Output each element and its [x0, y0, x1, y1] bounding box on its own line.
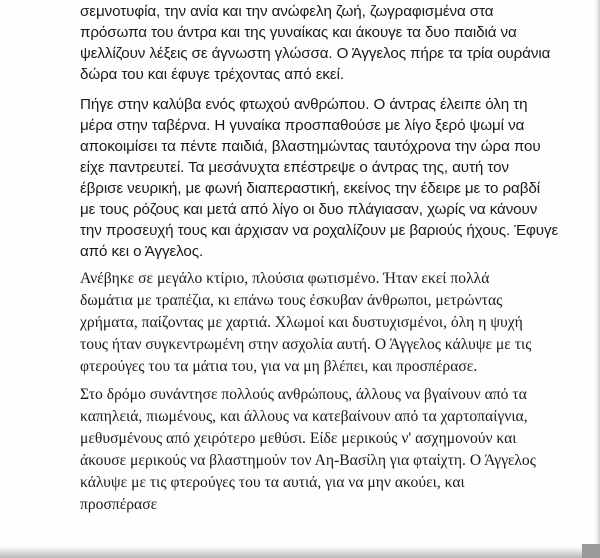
text-line: καπηλειά, πιωμένους, και άλλους να κατεβαίνουν από τα χαρτοπαίγνια, — [80, 408, 528, 425]
text-line: από κει ο Άγγελος. — [80, 243, 204, 260]
scan-edge-bottom — [0, 546, 600, 558]
text-line: πρόσωπα του άντρα και της γυναίκας και άκουγε τα δυο παιδιά να — [80, 24, 517, 41]
text-line: φτερούγες του τα μάτια του, για να μη βλέπει, και προσπέρασε. — [80, 358, 478, 375]
scan-corner — [582, 544, 600, 558]
text-line: δωμάτια με τραπέζια, κι επάνω τους έσκυβαν άνθρωποι, μετρώντας — [80, 292, 503, 309]
text-line: είχε παντρευτεί. Τα μεσάνυχτα επέστρεψε ο άντρας της, αυτή τον — [80, 159, 509, 176]
text-line: ψελλίζουν λέξεις σε άγνωστη γλώσσα. Ο Άγγελος πήρε τα τρία ουράνια — [80, 45, 551, 62]
text-line: Στο δρόμο συνάντησε πολλούς ανθρώπους, άλλους να βγαίνουν από τα — [80, 386, 527, 403]
text-line: χρήματα, παίζοντας με χαρτιά. Χλωμοί και δυστυχισμένοι, όλη η ψυχή — [80, 314, 523, 331]
text-line: προσπέρασε — [80, 496, 158, 513]
text-line: μέρα στην ταβέρνα. Η γυναίκα προσπαθούσε με λίγο ξερό ψωμί να — [80, 117, 525, 134]
text-line: άκουσε μερικούς να βλαστημούν τον Αη-Βασίλη για φταίχτη. Ο Άγγελος — [80, 452, 536, 469]
scan-edge-right — [594, 0, 600, 545]
text-line: έβρισε νευρική, με φωνή διαπεραστική, εκείνος την έδειρε με το ραβδί — [80, 180, 540, 197]
text-line: Ανέβηκε σε μεγάλο κτίριο, πλούσια φωτισμένο. Ήταν εκεί πολλά — [80, 270, 490, 287]
text-line: Πήγε στην καλύβα ενός φτωχού ανθρώπου. Ο άντρας έλειπε όλη τη — [80, 96, 528, 113]
text-line: δώρα του και έφυγε τρέχοντας από εκεί. — [80, 66, 344, 83]
text-line: αποκοιμίσει τα πέντε παιδιά, βλαστημώντας ταυτόχρονα την ώρα που — [80, 138, 541, 155]
text-line: σεμνοτυφία, την ανία και την ανώφελη ζωή, ζωγραφισμένα στα — [80, 3, 494, 20]
text-line: μεθυσμένους από χειρότερο μεθύσι. Είδε μερικούς ν' ασχημονούν και — [80, 430, 517, 447]
text-line: την προσευχή τους και άρχισαν να ροχαλίζουν με βαριούς ήχους. Έφυγε — [80, 222, 559, 239]
text-line: κάλυψε με τις φτερούγες του τα αυτιά, για να μην ακούει, και — [80, 474, 465, 491]
text-line: τους ήταν συγκεντρωμένη στην ασχολία αυτή. Ο Άγγελος κάλυψε με τις — [80, 336, 532, 353]
text-line: με τους ρόζους και μετά από λίγο οι δυο πλάγιασαν, χωρίς να κάνουν — [80, 201, 538, 218]
